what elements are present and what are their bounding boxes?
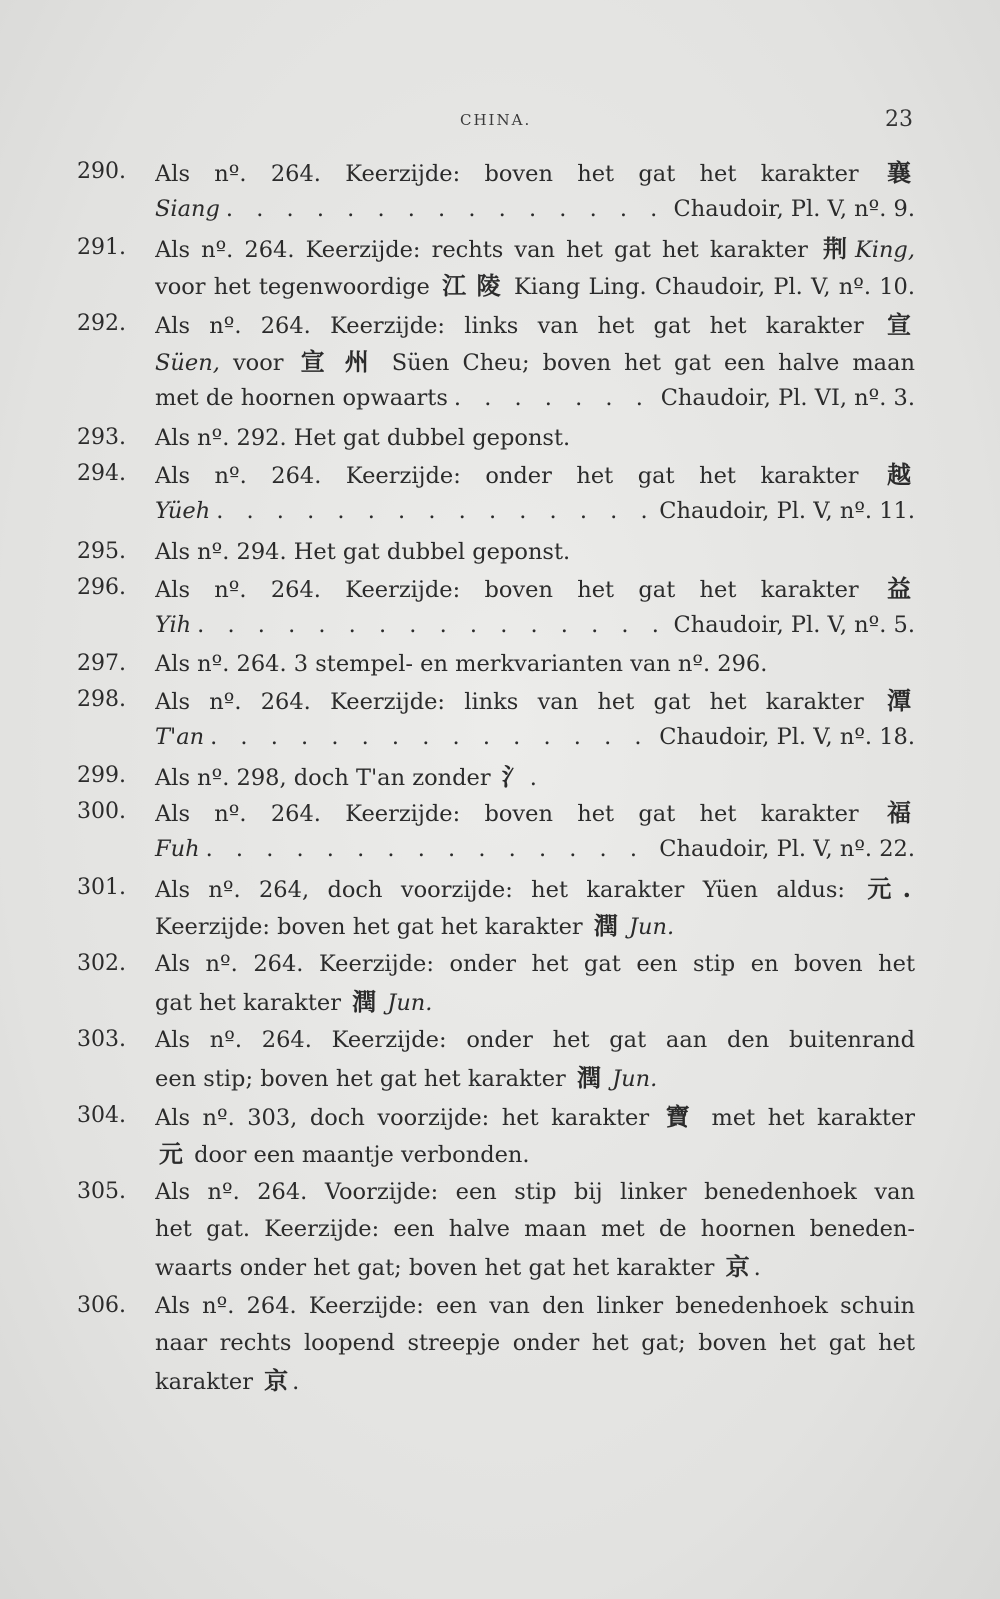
entry-text: Als nº. 264, doch voorzijde: het karakter Yüen aldus: 元. Keerzijde: boven het gat het karakter 潤 Jun. [155, 874, 911, 940]
entry-number: 296. [77, 575, 126, 600]
entry-text: Als nº. 264. Keerzijde: boven het gat het karakter 福 Fuh . . . Chaudoir, Pl. V, nº. 22. [155, 794, 915, 868]
entry-number: 294. [77, 461, 126, 486]
entry-text: Als nº. 264. Keerzijde: onder het gat het karakter 越 Yüeh . . . Chaudoir, Pl. V, nº. 11. [155, 456, 915, 530]
entry-text: Als nº. 264. Keerzijde: boven het gat het karakter 益 Yih . . . Chaudoir, Pl. V, nº. 5. [155, 570, 915, 644]
entry-number: 295. [77, 539, 126, 564]
entry-number: 299. [77, 763, 126, 788]
entry-text: Als nº. 264. Keerzijde: rechts van het gat het karakter 荆 King, voor het tegenwoordige 江 陵 Kiang Ling. Chaudoir, Pl. V, nº. 10. [155, 234, 915, 300]
entry-text: Als nº. 292. Het gat dubbel geponst. [155, 425, 571, 451]
page-number: 23 [885, 107, 913, 132]
entry-number: 304. [77, 1103, 126, 1128]
entry-text: Als nº. 264. Keerzijde: boven het gat het karakter 襄 Siang . . . Chaudoir, Pl. V, nº. 9. [155, 154, 915, 228]
entry-text: Als nº. 264. 3 stempel- en merkvarianten van nº. 296. [155, 651, 768, 677]
entry-number: 300. [77, 799, 126, 824]
entry-text: Als nº. 264. Keerzijde: links van het gat het karakter 宣 Süen, voor 宣 州 Süen Cheu; boven het gat een halve maan met de hoornen opwaarts . . . Chaudoir, Pl. VI, nº. 3. [155, 306, 915, 417]
entry-number: 305. [77, 1179, 126, 1204]
entry-text: Als nº. 264. Keerzijde: een van den linker benedenhoek schuin naar rechts loopend streepje onder het gat; boven het gat het karakter 京 . [155, 1293, 915, 1395]
page-header [0, 107, 1000, 137]
entry-number: 291. [77, 235, 126, 260]
entry-text: Als nº. 264. Keerzijde: onder het gat een stip en boven het gat het karakter 潤 Jun. [155, 951, 915, 1016]
entry-text: Als nº. 264. Voorzijde: een stip bij linker benedenhoek van het gat. Keerzijde: een halve maan met de hoornen beneden- waarts onder het gat; boven het gat het karakter 京 . [155, 1179, 915, 1281]
entry-text: Als nº. 294. Het gat dubbel geponst. [155, 539, 571, 565]
entry-number: 302. [77, 951, 126, 976]
entry-text: Als nº. 264. Keerzijde: links van het gat het karakter 潭 T'an . . . Chaudoir, Pl. V, nº. 18. [155, 682, 915, 756]
entry-number: 306. [77, 1293, 126, 1318]
entry-text: Als nº. 303, doch voorzijde: het karakter 寶 met het karakter 元 door een maantje verbonden. [155, 1102, 915, 1168]
entry-number: 292. [77, 311, 126, 336]
entry-number: 293. [77, 425, 126, 450]
entry-number: 303. [77, 1027, 126, 1052]
running-title: CHINA. [460, 111, 532, 129]
entry-text: Als nº. 298, doch T'an zonder 氵 . [155, 762, 537, 791]
entry-number: 290. [77, 159, 126, 184]
entry-text: Als nº. 264. Keerzijde: onder het gat aan den buitenrand een stip; boven het gat het karakter 潤 Jun. [155, 1027, 915, 1092]
entry-number: 298. [77, 687, 126, 712]
entry-number: 301. [77, 875, 126, 900]
entry-number: 297. [77, 651, 126, 676]
